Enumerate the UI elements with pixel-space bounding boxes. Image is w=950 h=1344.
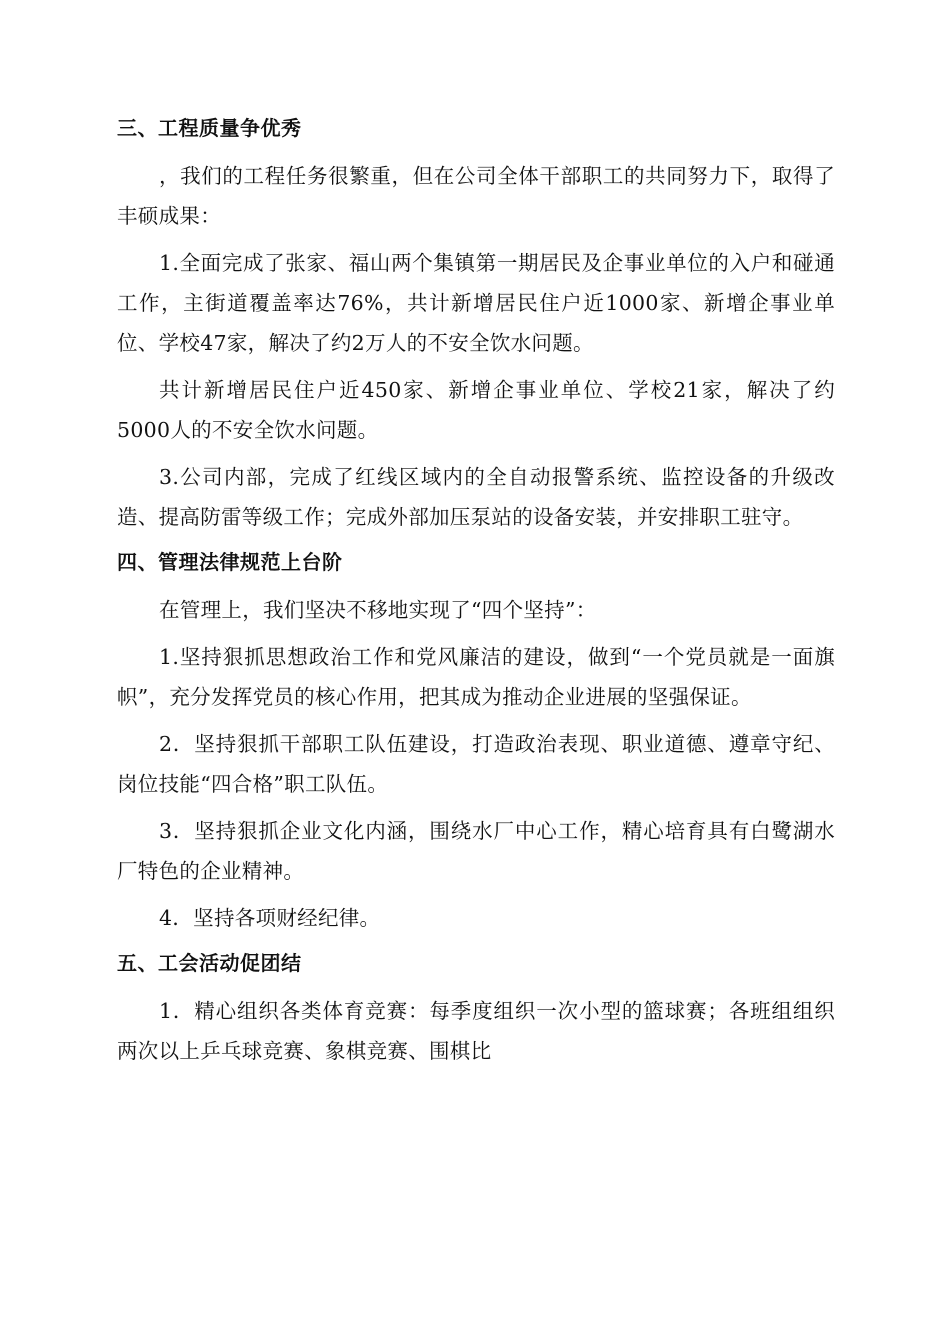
section-heading: 四、管理法律规范上台阶 xyxy=(117,550,343,574)
paragraph: 4．坚持各项财经纪律。 xyxy=(159,906,381,930)
section-management xyxy=(117,544,835,938)
paragraph: 2．坚持狠抓干部职工队伍建设，打造政治表现、职业道德、遵章守纪、岗位技能“四合格”职工队伍。 xyxy=(117,732,835,796)
paragraph: 在管理上，我们坚决不移地实现了“四个坚持”： xyxy=(159,598,597,622)
paragraph: 1.坚持狠抓思想政治工作和党风廉洁的建设，做到“一个党员就是一面旗帜”，充分发挥党员的核心作用，把其成为推动企业进展的坚强保证。 xyxy=(117,645,835,709)
document-body xyxy=(117,110,835,1078)
paragraph: 共计新增居民住户近450家、新增企事业单位、学校21家，解决了约5000人的不安全饮水问题。 xyxy=(117,378,835,442)
paragraph: 1．精心组织各类体育竞赛：每季度组织一次小型的篮球赛；各班组组织两次以上乒乓球竞赛、象棋竞赛、围棋比 xyxy=(117,999,835,1063)
section-engineering-quality xyxy=(117,110,835,537)
paragraph: 3.公司内部，完成了红线区域内的全自动报警系统、监控设备的升级改造、提高防雷等级工作；完成外部加压泵站的设备安装，并安排职工驻守。 xyxy=(117,465,835,529)
paragraph: 1.全面完成了张家、福山两个集镇第一期居民及企事业单位的入户和碰通工作，主街道覆盖率达76%，共计新增居民住户近1000家、新增企事业单位、学校47家，解决了约2万人的不安全饮水问题。 xyxy=(117,251,835,355)
section-heading: 五、工会活动促团结 xyxy=(117,951,302,975)
paragraph: ，我们的工程任务很繁重，但在公司全体干部职工的共同努力下，取得了丰硕成果： xyxy=(117,164,835,228)
section-heading: 三、工程质量争优秀 xyxy=(117,116,302,140)
paragraph: 3．坚持狠抓企业文化内涵，围绕水厂中心工作，精心培育具有白鹭湖水厂特色的企业精神。 xyxy=(117,819,835,883)
section-union-activities xyxy=(117,945,835,1071)
